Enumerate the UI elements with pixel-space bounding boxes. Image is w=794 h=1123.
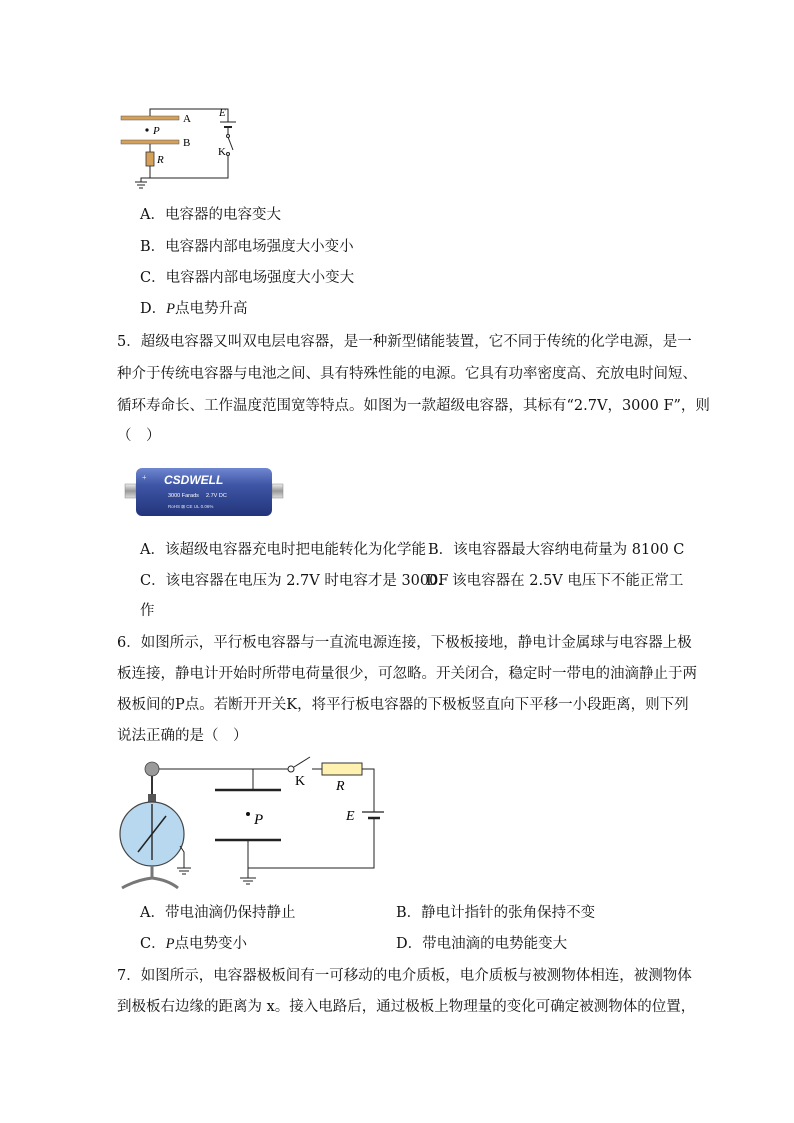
wire-ground (141, 178, 150, 182)
point-p (145, 128, 148, 131)
q7-stem-line-1: 7．如图所示，电容器极板间有一可移动的电介质板，电介质板与被测物体相连，被测物体 (117, 968, 692, 984)
q6-stem-line-2: 板连接，静电计开始时所带电荷量很少，可忽略。开关闭合，稳定时一带电的油滴静止于两 (117, 666, 697, 682)
capacitor-spec-left: 3000 Farads (168, 493, 199, 499)
q5-option-b[interactable]: B．该电容器最大容纳电荷量为 8100 C (428, 542, 685, 558)
q6-option-d[interactable]: D．带电油滴的电势能变大 (396, 936, 568, 952)
capacitor-fine-print: RoHS ⊠ CE UL 0.06% (168, 504, 214, 509)
q6-option-b[interactable]: B．静电计指针的张角保持不变 (396, 905, 596, 921)
figure-capacitor-circuit (115, 100, 245, 192)
q4-option-b[interactable]: B．电容器内部电场强度大小变小 (140, 239, 354, 255)
q5-stem-line-2: 种介于传统电容器与电池之间、具有特殊性能的电源。它具有功率密度高、充放电时间短、 (117, 366, 697, 382)
label-r: R (336, 779, 345, 794)
capacitor-brand: CSDWELL (164, 473, 224, 487)
label-e: E (346, 809, 355, 824)
switch-k-blade[interactable] (228, 137, 233, 150)
switch-pivot (288, 766, 294, 772)
electroscope-ground-symbol (177, 868, 191, 874)
terminal-left (125, 484, 136, 498)
q6-stem-line-4: 说法正确的是（ ） (117, 728, 248, 744)
q5-stem-line-1: 5．超级电容器又叫双电层电容器，是一种新型储能装置，它不同于传统的化学电源，是一 (117, 334, 692, 350)
q6-option-c[interactable]: C．P点电势变小 (140, 936, 247, 952)
terminal-right (272, 484, 283, 498)
capacitor-spec-right: 2.7V DC (206, 493, 227, 499)
wire-bottom (248, 818, 374, 868)
q4-option-a[interactable]: A．电容器的电容变大 (140, 207, 281, 223)
resistor-r (322, 763, 362, 775)
electroscope-stand (122, 866, 178, 888)
electroscope-ball (145, 762, 159, 776)
label-a: A (183, 113, 191, 125)
q4-option-c[interactable]: C．电容器内部电场强度大小变大 (140, 270, 355, 286)
point-p (246, 812, 250, 816)
label-k: K (295, 774, 306, 789)
switch-contact (227, 153, 230, 156)
q6-stem-line-3: 极板间的P点。若断开开关K，将平行板电容器的下极板竖直向下平移一小段距离，则下列 (117, 697, 689, 713)
q6-option-a[interactable]: A．带电油滴仍保持静止 (140, 905, 296, 921)
capacitor-plus: + (142, 473, 147, 482)
q5-option-d-continued: 作 (140, 603, 155, 619)
wire-right (362, 769, 374, 812)
q5-option-d[interactable]: D．该电容器在 2.5V 电压下不能正常工 (426, 573, 684, 589)
q5-stem-line-4: （ ） (117, 428, 161, 444)
supercapacitor-image (124, 464, 284, 520)
capacitor-ground-symbol (240, 878, 256, 884)
label-b: B (183, 137, 191, 149)
q4-option-d[interactable]: D．P点电势升高 (140, 301, 248, 317)
label-p: P (153, 125, 160, 137)
ground-symbol (135, 182, 147, 188)
q7-stem-line-2: 到极板右边缘的距离为 x。接入电路后，通过极板上物理量的变化可确定被测物体的位置， (117, 999, 696, 1015)
plate-a (121, 116, 179, 120)
figure-electroscope-circuit (112, 756, 384, 892)
label-e: E (219, 107, 226, 119)
switch-k-blade[interactable] (294, 757, 310, 767)
q6-stem-line-1: 6．如图所示，平行板电容器与一直流电源连接，下极板接地，静电计金属球与电容器上极 (117, 635, 692, 651)
label-r: R (157, 154, 164, 166)
label-p: P (254, 812, 264, 828)
q5-option-c[interactable]: C．该电容器在电压为 2.7V 时电容才是 3000F (140, 573, 449, 589)
q5-stem-line-3: 循环寿命长、工作温度范围宽等特点。如图为一款超级电容器，其标有“2.7V，3000 F”，则 (117, 398, 710, 414)
q5-option-a[interactable]: A．该超级电容器充电时把电能转化为化学能 (140, 542, 426, 558)
resistor-r (146, 152, 154, 166)
plate-b (121, 140, 179, 144)
label-k: K (218, 146, 226, 158)
